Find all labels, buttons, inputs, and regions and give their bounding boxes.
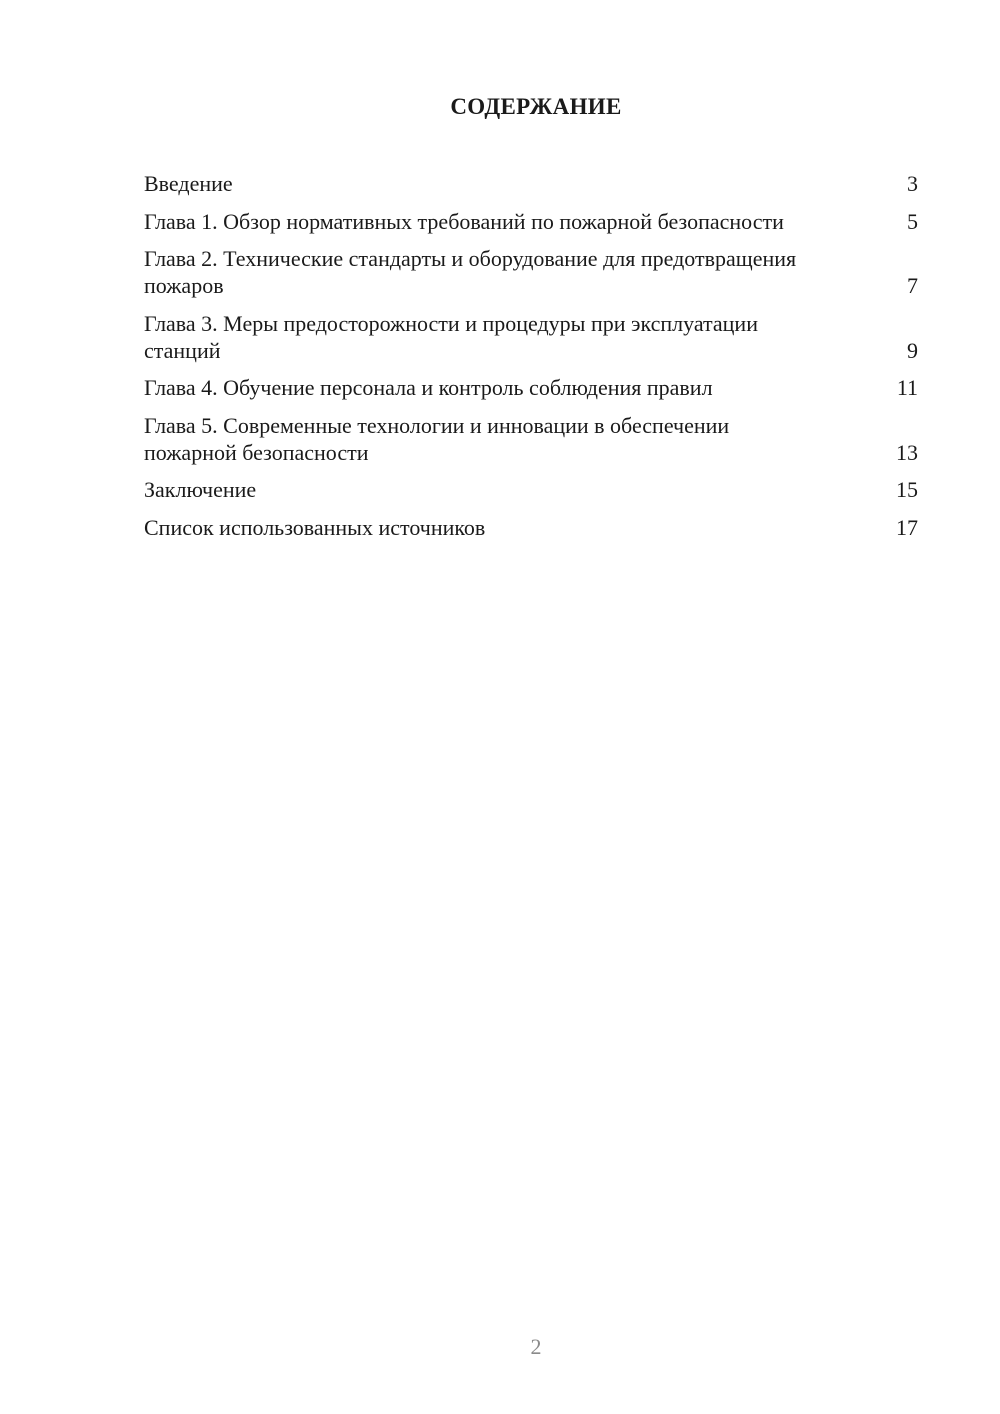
toc-entry-text: Глава 1. Обзор нормативных требований по пожарной безопасности <box>144 208 784 234</box>
toc-entry-page-number: 13 <box>896 439 918 465</box>
toc-entry-text: Заключение <box>144 477 257 502</box>
page-number: 2 <box>530 1334 542 1359</box>
toc-entry <box>144 208 918 235</box>
toc-entry <box>144 412 918 466</box>
toc-title: СОДЕРЖАНИЕ <box>450 94 622 119</box>
toc-entry <box>144 310 918 364</box>
toc-entry-text: Глава 4. Обучение персонала и контроль соблюдения правил <box>144 375 713 400</box>
toc-entry-text: Список использованных источников <box>144 514 486 540</box>
toc-entry-page-number: 17 <box>896 514 918 540</box>
toc-entry <box>144 514 918 541</box>
toc-entry-page-number: 7 <box>907 273 918 298</box>
toc-entry-text: Введение <box>144 171 233 196</box>
toc-entry-page-number: 3 <box>907 171 918 196</box>
toc-entry-text: Глава 3. Меры предосторожности и процедуры при эксплуатации станций <box>144 310 758 363</box>
toc-entry <box>144 374 918 401</box>
toc-entry-page-number: 9 <box>907 337 918 363</box>
toc-entry-page-number: 11 <box>896 375 918 400</box>
toc-list <box>144 170 918 551</box>
toc-entry-page-number: 15 <box>896 477 918 502</box>
toc-entry <box>144 476 918 503</box>
toc-entry-page-number: 5 <box>907 208 918 234</box>
toc-entry-text: Глава 5. Современные технологии и инновации в обеспечении пожарной безопасности <box>144 412 730 465</box>
toc-entry-text: Глава 2. Технические стандарты и оборудование для предотвращения пожаров <box>144 246 797 298</box>
toc-entry <box>144 170 918 197</box>
toc-entry <box>144 245 918 299</box>
